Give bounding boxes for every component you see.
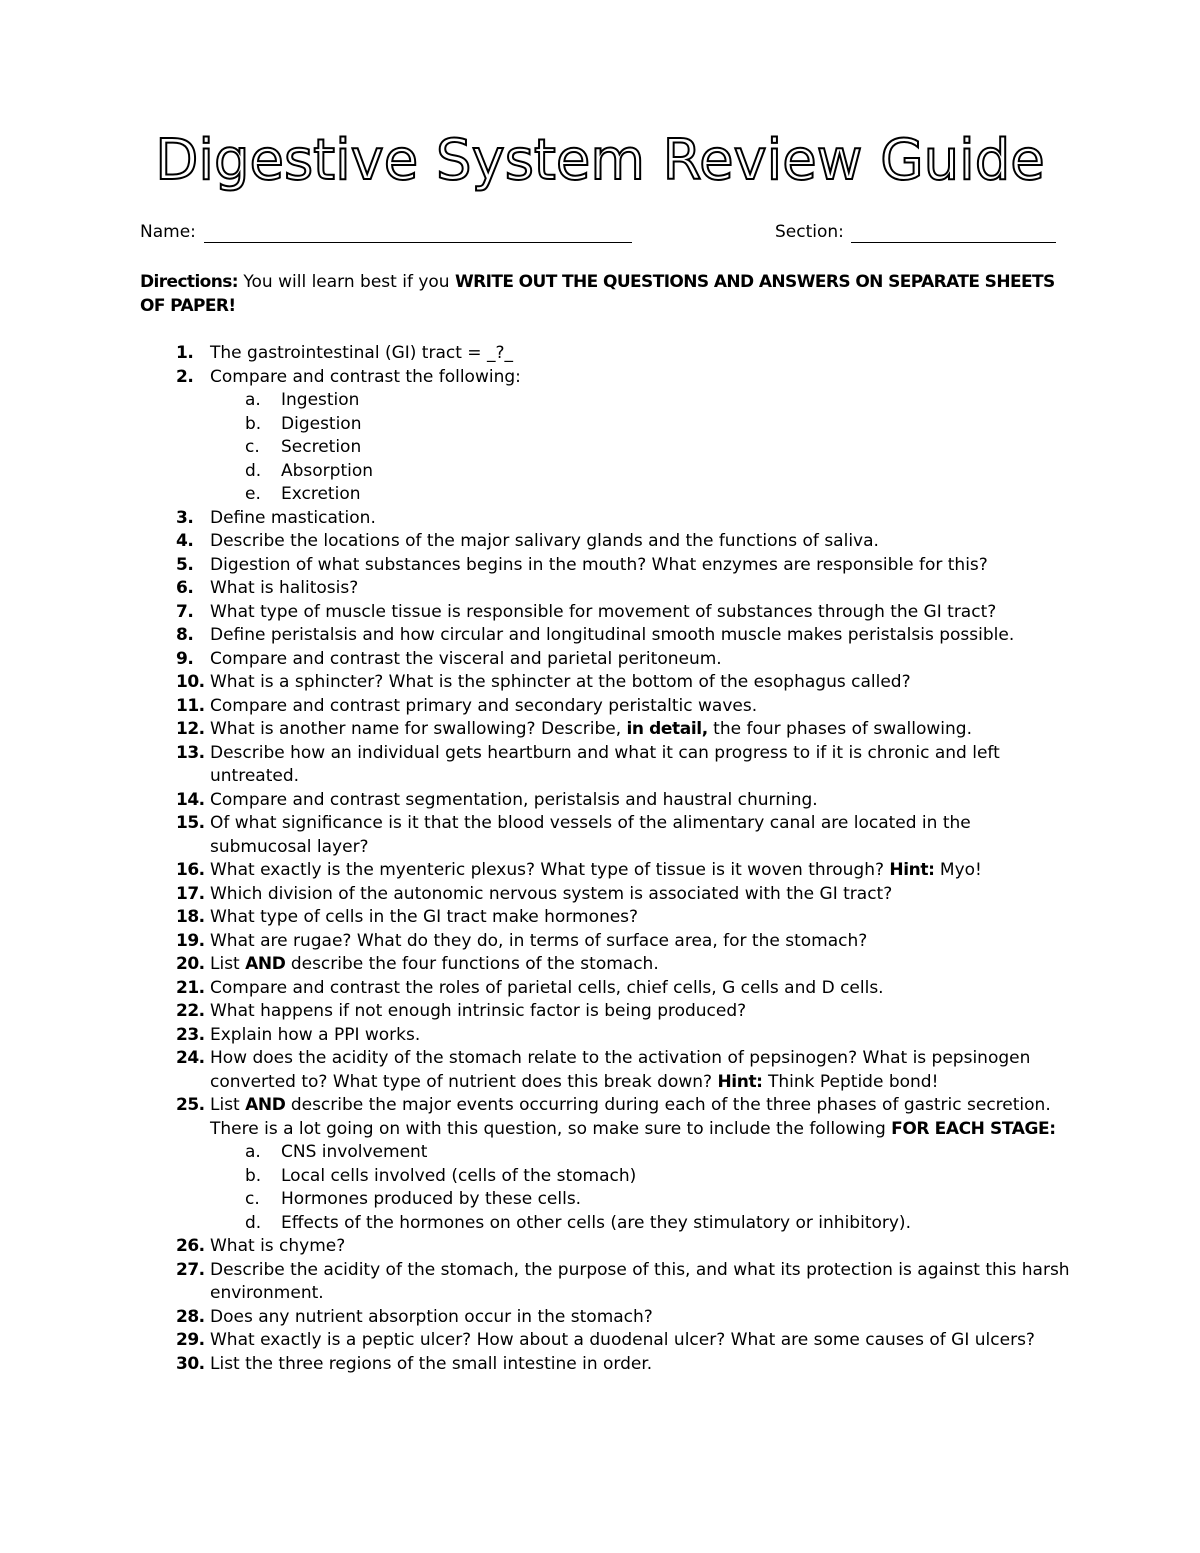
directions bbox=[140, 270, 1060, 318]
question-item bbox=[140, 1353, 1070, 1377]
sub-item bbox=[140, 1188, 1070, 1212]
question-text: What is another name for swallowing? Describe, bbox=[210, 719, 627, 739]
question-item bbox=[140, 366, 1070, 390]
sub-item bbox=[140, 1141, 1070, 1165]
question-text: Of what significance is it that the blood vessels of the alimentary canal are located in the submucosal layer? bbox=[210, 813, 971, 857]
sub-letter: d. bbox=[245, 1212, 262, 1233]
question-number: 23. bbox=[176, 1024, 205, 1045]
question-item bbox=[140, 718, 1070, 742]
sub-letter: b. bbox=[245, 1165, 262, 1186]
sub-item bbox=[140, 460, 1070, 484]
question-item bbox=[140, 695, 1070, 719]
question-item bbox=[140, 742, 1070, 789]
question-text: Compare and contrast the visceral and parietal peritoneum. bbox=[210, 648, 722, 669]
sub-text: Effects of the hormones on other cells (are they stimulatory or inhibitory). bbox=[281, 1212, 911, 1233]
question-text: What is halitosis? bbox=[210, 578, 359, 598]
question-text: List bbox=[210, 954, 246, 974]
question-number: 16. bbox=[176, 860, 205, 880]
question-text: What happens if not enough intrinsic factor is being produced? bbox=[210, 1001, 747, 1021]
question-text: List bbox=[210, 1095, 246, 1115]
question-list bbox=[140, 342, 1070, 1376]
question-text: Describe the acidity of the stomach, the purpose of this, and what its protection is against this harsh environment. bbox=[210, 1259, 1070, 1303]
question-number: 6. bbox=[176, 578, 194, 598]
sub-letter: c. bbox=[245, 437, 260, 457]
question-number: 3. bbox=[176, 507, 194, 528]
question-item bbox=[140, 883, 1070, 907]
question-emphasis: Hint: bbox=[717, 1071, 763, 1092]
sub-item bbox=[140, 1165, 1070, 1189]
sub-text: Digestion bbox=[281, 413, 362, 434]
question-text: What is a sphincter? What is the sphincter at the bottom of the esophagus called? bbox=[210, 672, 911, 692]
question-text: What is chyme? bbox=[210, 1236, 346, 1256]
question-text: How does the acidity of the stomach relate to the activation of pepsinogen? What is pepsinogen converted to? What type of nutrient does this break down? bbox=[210, 1048, 1031, 1092]
question-number: 8. bbox=[176, 625, 194, 645]
question-item bbox=[140, 601, 1070, 625]
question-item bbox=[140, 1235, 1070, 1259]
sub-text: Absorption bbox=[281, 460, 374, 481]
section-field[interactable] bbox=[851, 242, 1056, 243]
question-text: Describe how an individual gets heartburn and what it can progress to if it is chronic and left untreated. bbox=[210, 742, 1000, 786]
sub-item bbox=[140, 1212, 1070, 1236]
question-emphasis: FOR EACH STAGE: bbox=[891, 1118, 1056, 1139]
sub-item bbox=[140, 413, 1070, 437]
question-number: 20. bbox=[176, 954, 205, 974]
question-number: 17. bbox=[176, 883, 205, 904]
question-number: 12. bbox=[176, 719, 205, 739]
question-text: What type of muscle tissue is responsible for movement of substances through the GI tract? bbox=[210, 601, 997, 622]
question-text: describe the four functions of the stomach. bbox=[285, 954, 659, 974]
question-number: 29. bbox=[176, 1330, 205, 1350]
question-number: 24. bbox=[176, 1048, 205, 1068]
question-text: Compare and contrast the roles of parietal cells, chief cells, G cells and D cells. bbox=[210, 977, 884, 998]
sub-text: Local cells involved (cells of the stomach) bbox=[281, 1165, 637, 1186]
directions-text: You will learn best if you bbox=[237, 272, 455, 292]
question-item bbox=[140, 930, 1070, 954]
question-number: 27. bbox=[176, 1259, 205, 1280]
question-number: 7. bbox=[176, 601, 194, 622]
sub-text: Secretion bbox=[281, 437, 362, 457]
question-text: What exactly is a peptic ulcer? How about a duodenal ulcer? What are some causes of GI ulcers? bbox=[210, 1330, 1035, 1350]
question-number: 15. bbox=[176, 813, 205, 833]
question-number: 25. bbox=[176, 1095, 205, 1115]
question-number: 11. bbox=[176, 695, 205, 716]
question-item bbox=[140, 530, 1070, 554]
question-number: 28. bbox=[176, 1306, 205, 1327]
sub-letter: a. bbox=[245, 390, 261, 410]
question-text: What exactly is the myenteric plexus? What type of tissue is it woven through? bbox=[210, 860, 890, 880]
sub-text: CNS involvement bbox=[281, 1142, 428, 1162]
question-number: 10. bbox=[176, 672, 205, 692]
question-number: 26. bbox=[176, 1236, 205, 1256]
name-label: Name: bbox=[140, 222, 196, 242]
question-text: Define peristalsis and how circular and longitudinal smooth muscle makes peristalsis possible. bbox=[210, 625, 1015, 645]
section-label: Section: bbox=[775, 222, 844, 242]
question-number: 2. bbox=[176, 366, 194, 387]
question-text: Compare and contrast the following: bbox=[210, 366, 521, 387]
question-text: What type of cells in the GI tract make hormones? bbox=[210, 907, 639, 927]
sub-text: Excretion bbox=[281, 484, 361, 504]
question-text: Compare and contrast segmentation, peristalsis and haustral churning. bbox=[210, 789, 818, 810]
question-text: Explain how a PPI works. bbox=[210, 1024, 421, 1045]
sub-letter: d. bbox=[245, 460, 262, 481]
question-text: The gastrointestinal (GI) tract = _?_ bbox=[210, 343, 513, 363]
question-item bbox=[140, 342, 1070, 366]
question-text: Describe the locations of the major salivary glands and the functions of saliva. bbox=[210, 531, 879, 551]
question-item bbox=[140, 507, 1070, 531]
question-number: 19. bbox=[176, 930, 205, 951]
question-item bbox=[140, 671, 1070, 695]
question-item bbox=[140, 554, 1070, 578]
question-text: Which division of the autonomic nervous system is associated with the GI tract? bbox=[210, 883, 893, 904]
sub-letter: a. bbox=[245, 1142, 261, 1162]
question-item bbox=[140, 789, 1070, 813]
question-item bbox=[140, 648, 1070, 672]
question-item bbox=[140, 1094, 1070, 1141]
question-text: Compare and contrast primary and secondary peristaltic waves. bbox=[210, 695, 758, 716]
question-item bbox=[140, 1329, 1070, 1353]
question-number: 4. bbox=[176, 531, 194, 551]
sub-letter: b. bbox=[245, 413, 262, 434]
question-item bbox=[140, 1000, 1070, 1024]
question-text: describe the major events occurring during each of the three phases of gastric secretion. There is a lot going on with this question, so make sure to include the following bbox=[210, 1095, 1051, 1139]
question-number: 14. bbox=[176, 789, 205, 810]
sub-letter: e. bbox=[245, 484, 261, 504]
question-emphasis: AND bbox=[245, 954, 286, 974]
question-number: 21. bbox=[176, 977, 205, 998]
question-number: 30. bbox=[176, 1353, 205, 1374]
question-item bbox=[140, 1047, 1070, 1094]
question-item bbox=[140, 906, 1070, 930]
question-item bbox=[140, 624, 1070, 648]
question-text: What are rugae? What do they do, in terms of surface area, for the stomach? bbox=[210, 930, 868, 951]
directions-emphasis: WRITE OUT THE QUESTIONS AND ANSWERS ON SEPARATE SHEETS OF PAPER! bbox=[140, 272, 1055, 316]
question-item bbox=[140, 1259, 1070, 1306]
question-item bbox=[140, 1024, 1070, 1048]
question-number: 22. bbox=[176, 1001, 205, 1021]
sub-item bbox=[140, 389, 1070, 413]
question-item bbox=[140, 977, 1070, 1001]
question-item bbox=[140, 577, 1070, 601]
sub-item bbox=[140, 436, 1070, 460]
sub-letter: c. bbox=[245, 1189, 260, 1209]
question-text: Does any nutrient absorption occur in the stomach? bbox=[210, 1306, 653, 1327]
question-text: List the three regions of the small intestine in order. bbox=[210, 1353, 653, 1374]
sub-text: Hormones produced by these cells. bbox=[281, 1189, 582, 1209]
question-emphasis: Hint: bbox=[889, 860, 935, 880]
question-text: the four phases of swallowing. bbox=[707, 719, 972, 739]
page-title: Digestive System Review Guide bbox=[155, 128, 1045, 193]
sub-text: Ingestion bbox=[281, 390, 360, 410]
question-emphasis: AND bbox=[245, 1095, 286, 1115]
directions-label: Directions: bbox=[140, 272, 238, 292]
question-item bbox=[140, 859, 1070, 883]
question-text: Digestion of what substances begins in the mouth? What enzymes are responsible for this? bbox=[210, 554, 988, 575]
question-item bbox=[140, 953, 1070, 977]
question-number: 9. bbox=[176, 648, 194, 669]
header-fields bbox=[140, 222, 1060, 248]
question-item bbox=[140, 812, 1070, 859]
question-number: 18. bbox=[176, 907, 205, 927]
question-item bbox=[140, 1306, 1070, 1330]
question-number: 5. bbox=[176, 554, 194, 575]
question-text: Think Peptide bond! bbox=[762, 1071, 939, 1092]
name-field[interactable] bbox=[204, 242, 632, 243]
sub-item bbox=[140, 483, 1070, 507]
question-emphasis: in detail, bbox=[626, 719, 708, 739]
question-number: 13. bbox=[176, 742, 205, 763]
question-text: Myo! bbox=[934, 860, 982, 880]
question-number: 1. bbox=[176, 343, 194, 363]
question-text: Define mastication. bbox=[210, 507, 376, 528]
